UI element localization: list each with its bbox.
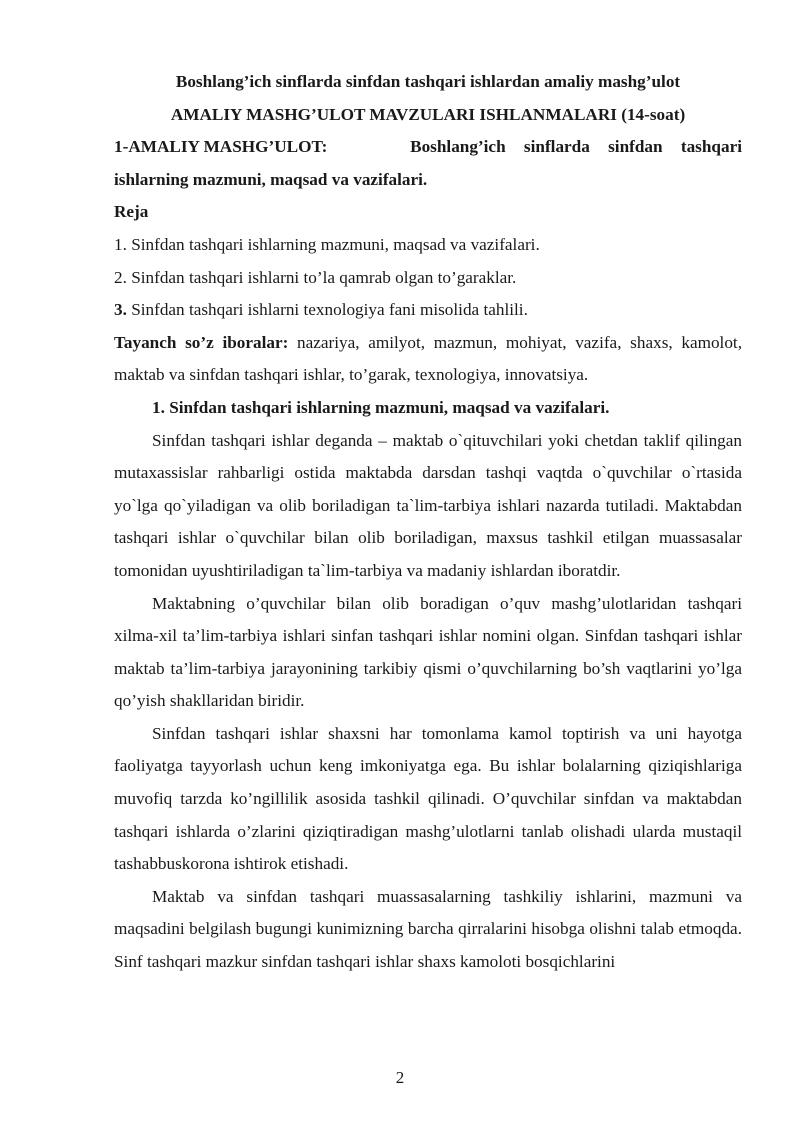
document-page [114,66,742,979]
paragraph: Maktab va sinfdan tashqari muassasalarning tashkiliy ishlarini, mazmuni va maqsadini belgilash bugungi kunimizning barcha qirralarini hisobga olishni talab etmoqda. Sinf tashqari mazkur sinfdan tashqari ishlar shaxs kamoloti bosqichlarini [114,886,742,972]
plan-item-text: Sinfdan tashqari ishlarni to’la qamrab olgan to’garaklar. [131,267,517,287]
lesson-heading [114,131,742,164]
plan-item-number: 3. [114,300,127,320]
section-title: 1. Sinfdan tashqari ishlarning mazmuni, maqsad va vazifalari. [152,397,610,417]
paragraph: Maktabning o’quvchilar bilan olib boradigan o’quv mashg’ulotlaridan tashqari xilma-xil ta’lim-tarbiya ishlari sinfan tashqari ishlar nomini olgan. Sinfdan tashqari ishlar maktab ta’lim-tarbiya jarayonining tarkibiy qismi o’quvchilarning bo’sh vaqtlarini yo’lga qo’yish shakllaridan biridir. [114,593,742,711]
lesson-topic-line1: Boshlang’ich sinflarda sinfdan tashqari [410,137,742,157]
page-number: 2 [395,1068,405,1087]
document-title: Boshlang’ich sinflarda sinfdan tashqari ishlardan amaliy mashg’ulot [175,72,681,91]
plan-item-number: 1. [114,234,127,254]
paragraph: Sinfdan tashqari ishlar shaxsni har tomonlama kamol toptirish va uni hayotga faoliyatga tayyorlash uchun keng imkoniyatga ega. Bu ishlar bolalarning qiziqishlariga muvofiq tarzda ko’ngillilik asosida tashkil qilinadi. O’quvchilar sinfdan va maktabdan tashqari ishlarda o’zlarini qiziqtiradigan mashg’ulotlarni tanlab olishadi ularda mustaqil tashabbuskorona ishtirok etishadi. [114,723,742,874]
keywords-text: nazariya, amilyot, mazmun, mohiyat, vazifa, shaxs, kamolot, maktab va sinfdan tashqari ishlar, to’garak, texnologiya, innovatsiya. [114,332,742,385]
plan-item [114,294,742,327]
lesson-topic-line2: ishlarning mazmuni, maqsad va vazifalari. [114,169,428,189]
plan-item [114,262,742,295]
keywords-block [114,327,742,392]
plan-item-text: Sinfdan tashqari ishlarning mazmuni, maqsad va vazifalari. [131,234,540,254]
plan-item-text: Sinfdan tashqari ishlarni texnologiya fani misolida tahlili. [131,300,528,320]
plan-heading: Reja [114,202,149,222]
lesson-label: 1-AMALIY MASHG’ULOT: [114,137,328,157]
keywords-label: Tayanch so’z iboralar: [114,332,289,352]
paragraph: Sinfdan tashqari ishlar deganda – maktab o`qituvchilari yoki chetdan taklif qilingan mutaxassislar rahbarligi ostida maktabda darsdan tashqi vaqtda o`quvchilar o`rtasida yo`lga qo`yiladigan va olib boriladigan ta`lim-tarbiya ishlari nazarda tutiladi. Maktabdan tashqari ishlar o`quvchilar bilan olib boriladigan, maxsus tashkil etilgan muassasalar tomonidan uyushtiriladigan ta`lim-tarbiya va madaniy ishlardan iboratdir. [114,430,742,580]
plan-item-number: 2. [114,267,127,287]
document-subtitle: AMALIY MASHG’ULOT MAVZULARI ISHLANMALARI (14-soat) [170,104,686,124]
plan-item [114,229,742,262]
